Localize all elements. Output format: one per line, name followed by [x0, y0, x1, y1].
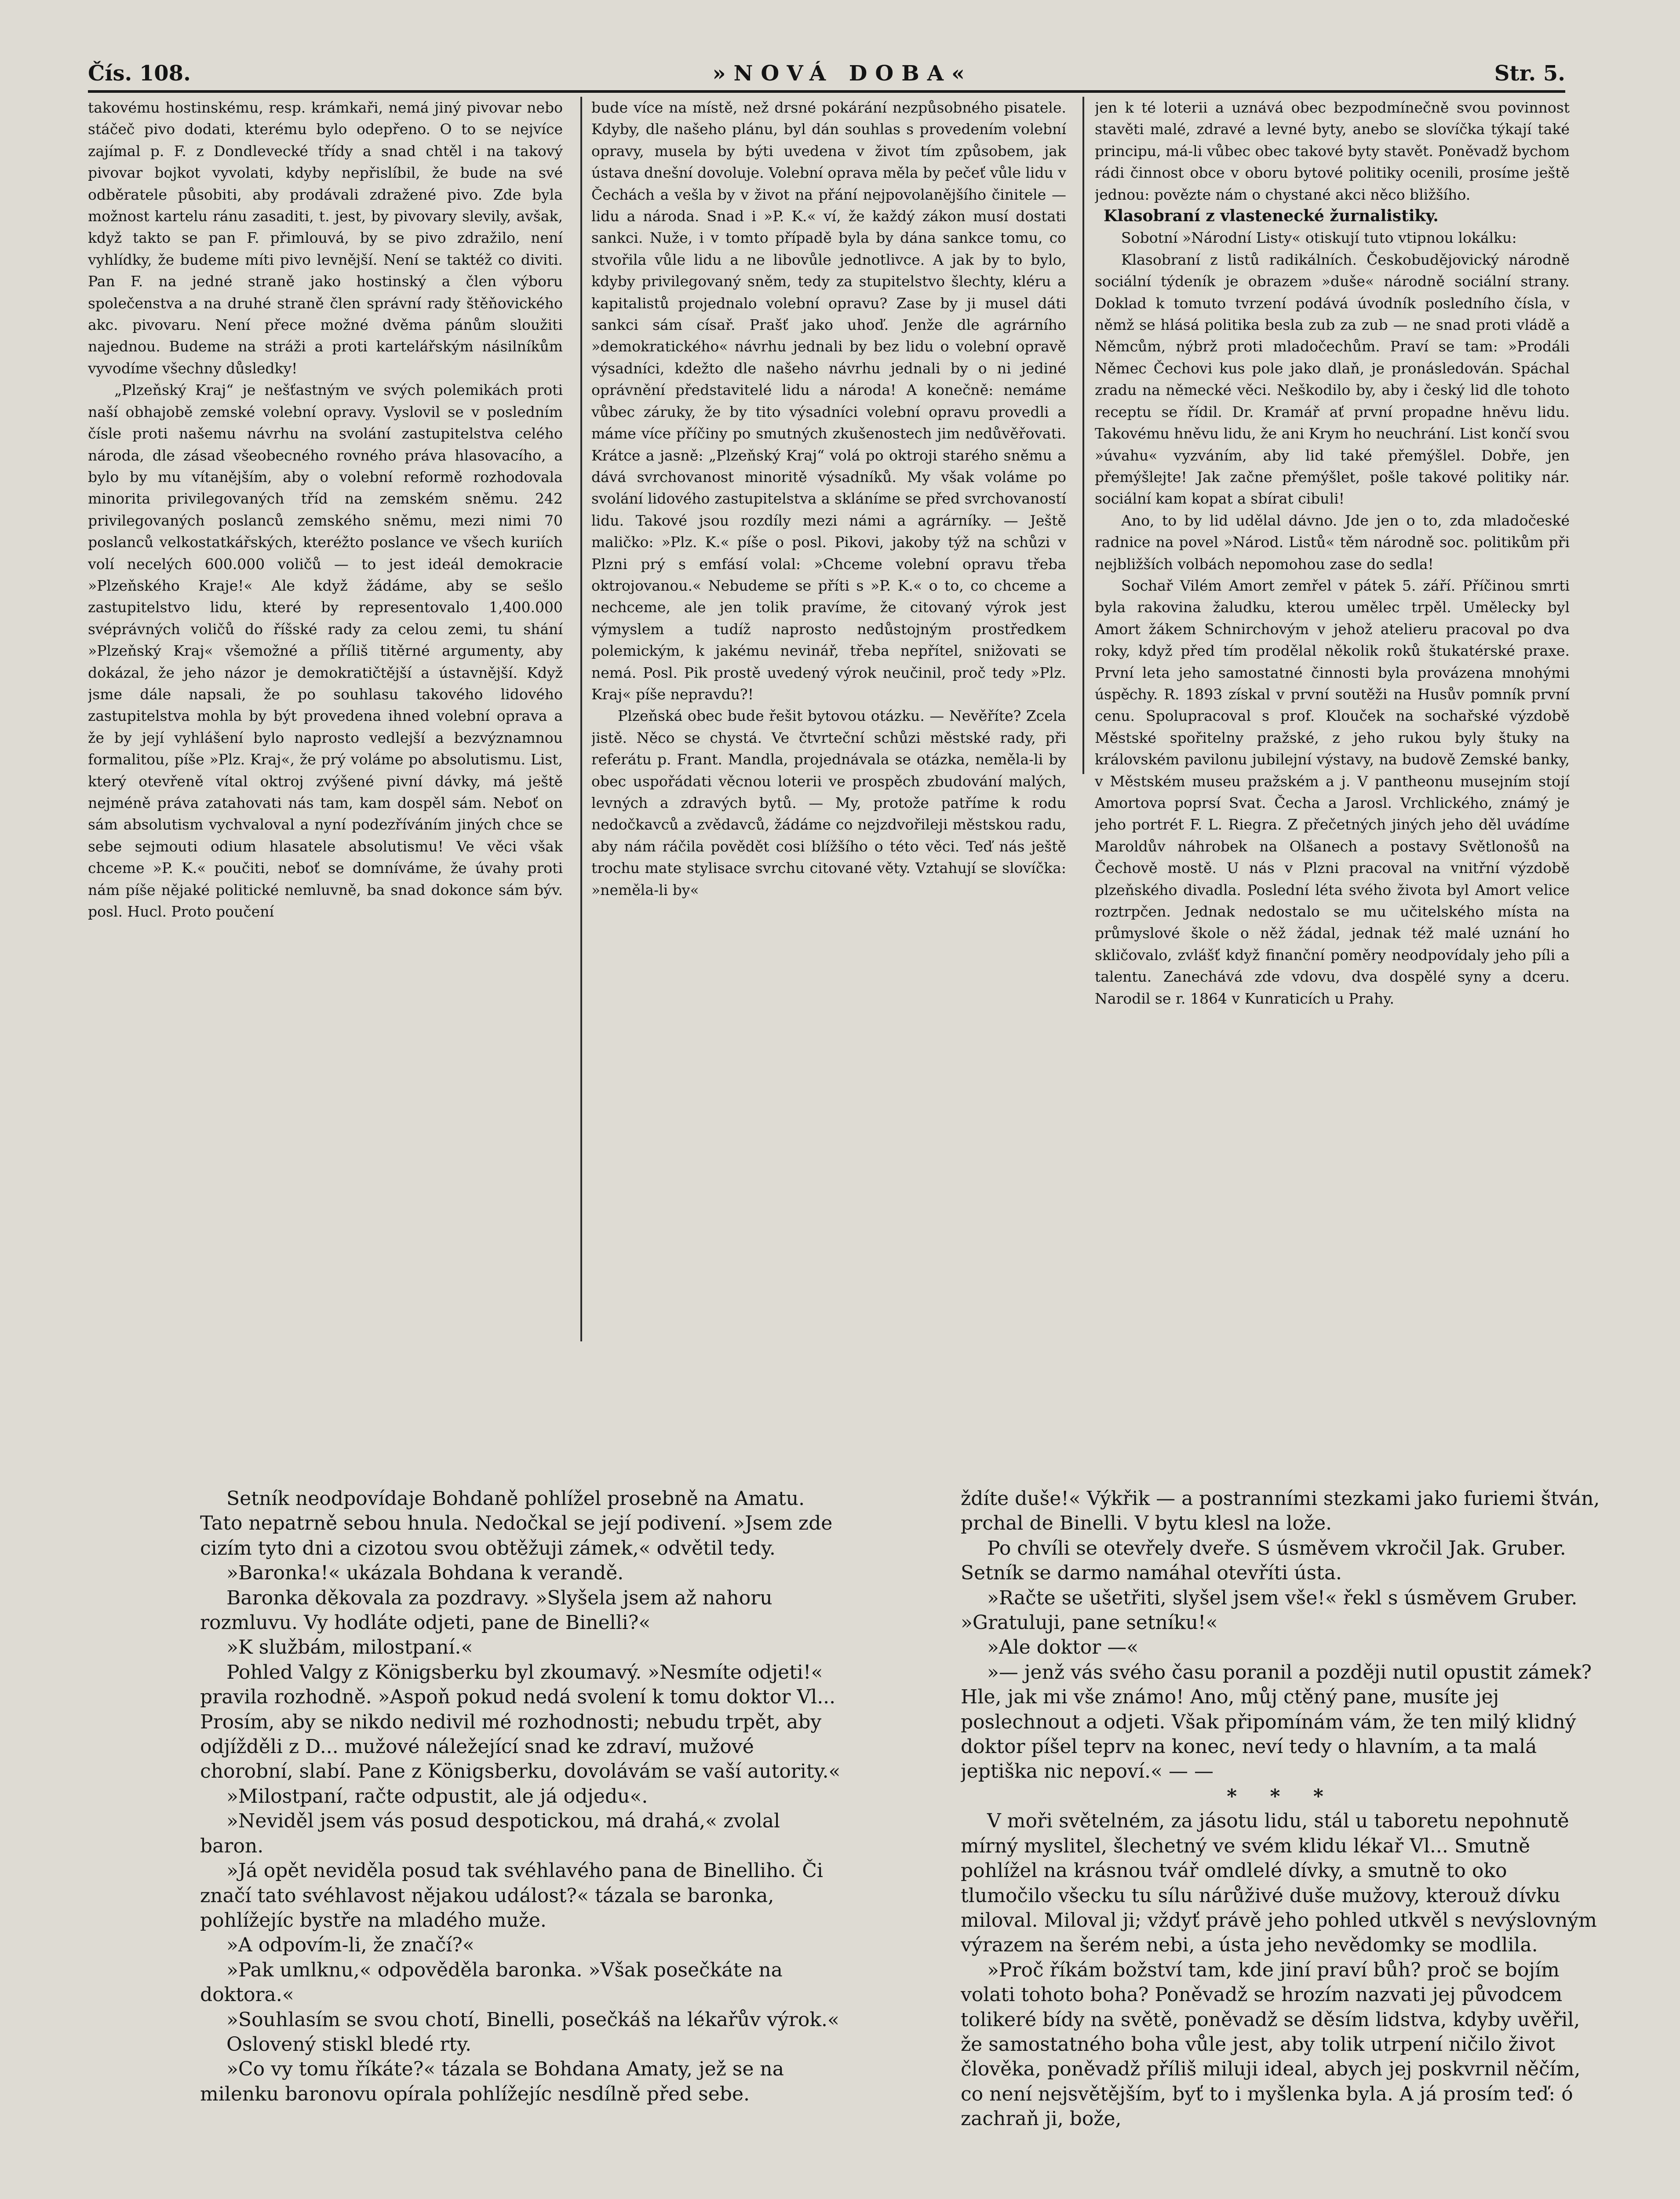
story-paragraph: »Proč říkám božství tam, kde jiní praví bůh? proč se bojím volati tohoto boha? Poněvadž se hrozím nazvati jej původcem tolikeré bídy na světě, poněvadž se děsím lidstva, kdyby uvěřil, že samostatného boha vůle jest, aby tolik utrpení ničilo život člověka, poněvadž příliš miluji ideal, abych jej poskvrnil něčím, co není nejsvětějším, byť to i myšlenka byla. A já prosím teď: ó zachraň ji, bože, — [961, 1958, 1581, 2130]
story-paragraph: »Baronka!« ukázala Bohdana k verandě. — [226, 1562, 624, 1585]
story-paragraph: Setník neodpovídaje Bohdaně pohlížel prosebně na Amatu. Tato nepatrně sebou hnula. Nedočkal se její podivení. »Jsem zde cizím tyto dni a cizotou svou obtěžuji zámek,« odvětil tedy. — [200, 1487, 833, 1560]
serial-story-left — [200, 1487, 842, 2199]
page-label: Str. 5. — [1494, 61, 1565, 86]
section-heading: Klasobraní z vlastenecké žurnalistiky. — [1104, 207, 1439, 226]
story-paragraph: ždíte duše!« Výkřik — a postranními stezkami jako furiemi štván, prchal de Binelli. V bytu klesl na lože. — [961, 1487, 1600, 1535]
story-paragraph: V moři světelném, za jásotu lidu, stál u taboretu nepohnutě mírný myslitel, šlechetný ve svém klidu lékař Vl... Smutně pohlížel na krásnou tvář omdlelé dívky, a smutně to oko tlumočilo všecku tu sílu nárůživé duše mužovy, kterouž dívku miloval. Miloval ji; vždyť právě jeho pohled utkvěl s nevýslovným výrazem na šerém nebi, a ústa jeho nevědomky se modlila. — [961, 1810, 1597, 1957]
article-paragraph: takovému hostinskému, resp. krámkaři, nemá jiný pivovar nebo stáčeč pivo dodati, kterému bylo odepřeno. O to se nejvíce zajímal p. F. z Dondlevecké třídy a snad chtěl i na takový pivovar bojkot vyvolati, kdyby nepřislíbil, že bude na své odběratele působiti, aby prodávali zdražené pivo. Zde byla možnost kartelu ránu zasaditi, t. jest, by pivovary slevily, avšak, když takto se pan F. přimlouvá, by se pivo zdražilo, není vyhlídky, že budeme míti pivo levnější. Není se taktéž co diviti. Pan F. na jedné straně jako hostinský a člen výboru společenstva a na druhé straně člen správní rady štěňovického akc. pivovaru. Není přece možné dvěma pánům sloužiti najednou. Budeme na stráži a proti kartelářským násilníkům vyvodíme všechny důsledky! — [88, 99, 563, 377]
serial-story-right — [961, 1487, 1603, 2199]
story-paragraph: »Co vy tomu říkáte?« tázala se Bohdana Amaty, jež se na milenku baronovu opírala pohlížejíc nesdílně před sebe. — [200, 2058, 784, 2105]
story-paragraph: »Ale doktor —« — [987, 1636, 1139, 1659]
column-divider — [580, 97, 582, 1341]
column-3 — [1095, 97, 1570, 1341]
article-paragraph: Ano, to by lid udělal dávno. Jde jen o to, zda mladočeské radnice na povel »Národ. Listů« těm národně soc. politikům při nejbližších volbách nepomohou zase do sedla! — [1095, 511, 1570, 573]
issue-number: Čís. 108. — [88, 61, 191, 86]
section-break-stars: * * * — [1227, 1785, 1337, 1808]
masthead-title: »NOVÁ DOBA« — [712, 61, 973, 86]
story-paragraph: »— jenž vás svého času poranil a později nutil opustit zámek? Hle, jak mi vše známo! Ano, můj ctěný pane, musíte jej poslechnout a odjeti. Však připomínám vám, že ten milý klidný doktor píšel teprv na konec, neví tedy o hlavním, a ta malá jeptiška nic nepoví.« — — — [961, 1661, 1592, 1783]
newspaper-header — [88, 46, 1565, 93]
story-paragraph: Oslovený stiskl bledé rty. — [226, 2033, 472, 2056]
story-paragraph: Po chvíli se otevřely dveře. S úsměvem vkročil Jak. Gruber. Setník se darmo namáhal otevříti ústa. — [961, 1537, 1566, 1585]
article-paragraph: Sobotní »Národní Listy« otiskují tuto vtipnou lokálku: — [1121, 229, 1517, 247]
article-paragraph: „Plzeňský Kraj“ je nešťastným ve svých polemikách proti naší obhajobě zemské volební opravy. Vyslovil se v posledním čísle proti našemu návrhu na svolání zastupitelstva celého národa, dle zásad všeobecného rovného práva hlasovacího, a bylo by mu vítanějším, aby o volební reformě rozhodovala minorita privilegovaných tříd na zemském sněmu. 242 privilegovaných poslanců zemského sněmu, mezi nimi 70 poslanců velkostatkářských, kteréžto poslance ve všech kuriích volí necelých 600.000 voličů — to jest ideál demokracie »Plzeňského Kraje!« Ale když žádáme, aby se sešlo zastupitelstvo lidu, které by representovalo 1,400.000 svéprávných voličů do říšské rady za celou zemi, tu shání »Plzeňský Kraj« všemožné a příliš titěrné argumenty, aby dokázal, že jeho názor je demokratičtější a ústavnější. Když jsme dále napsali, že po souhlasu takového lidového zastupitelstva mohla by být provedena ihned volební oprava a že by její vyhlášení bylo naprosto vedlejší a bezvýznamnou formalitou, píše »Plz. Kraj«, že prý voláme po absolutismu. List, který otevřeně vítal oktroj zvýšené pivní dávky, má ještě nejméně práva zatahovati nás tam, kam dospěl sám. Neboť on sám absolutism vychvaloval a nyní podezříváním jiných chce se sebe sejmouti odium hlasatele absolutismu! Ve věci však chceme »P. K.« poučiti, neboť se domníváme, že úvahy proti nám píše nějaké politické nemluvně, ba snad dokonce sám býv. posl. Hucl. Proto poučení — [88, 381, 563, 921]
quoted-paragraph: Klasobraní z listů radikálních. Českobudějovický národně sociální týdeník je obrazem »duše« národně sociální strany. Doklad k tomuto tvrzení podává úvodník posledního čísla, v němž se hlásá politika besla zub za zub — ne snad proti vládě a Němcům, nýbrž proti mladočechům. Praví se tam: »Prodáli Němec Čechovi kus pole jako dlaň, je pronásledován. Spáchal zradu na německé věci. Neškodilo by, aby i český lid dle tohoto receptu se řídil. Dr. Kramář ať první propadne hněvu lidu. Takovému hněvu lidu, že ani Krym ho neuchrání. List končí svou »úvahu« vyzváním, aby lid také přemýšlel. Dobře, jen přemýšlejte! Jak začne přemýšlet, pošle takové politiky nár. sociální kam kopat a sbírat cibuli! — [1095, 251, 1570, 508]
article-paragraph: Plzeňská obec bude řešit bytovou otázku. — Nevěříte? Zcela jistě. Něco se chystá. Ve čtvrteční schůzi městské rady, při referátu p. Frant. Mandla, projednávala se otázka, neměla-li by obec uspořádati věcnou loterii ve prospěch zbudování malých, levných a zdravých bytů. — My, protože patříme k rodu nedočkavců a zvědavců, žádáme co nejzdvořileji městskou radu, aby nám ráčila povědět cosi blížšího o této věci. Teď nás ještě trochu mate stylisace svrchu citované věty. Vztahují se slovíčka: »neměla-li by« — [591, 707, 1066, 899]
story-paragraph: Pohled Valgy z Königsberku byl zkoumavý. »Nesmíte odjeti!« pravila rozhodně. »Aspoň pokud nedá svolení k tomu doktor Vl... Prosím, aby se nikdo nedivil mé rozhodnosti; nebudu trpět, aby odjížděli z D... mužové náležející snad ke zdraví, mužové chorobní, slabí. Pane z Königsberku, dovolávám se vaší autority.« — [200, 1661, 841, 1783]
story-paragraph: »Já opět neviděla posud tak svéhlavého pana de Binelliho. Či značí tato svéhlavost nějakou událost?« tázala se baronka, pohlížejíc bystře na mladého muže. — [200, 1859, 823, 1932]
article-paragraph: bude více na místě, než drsné pokárání nezpůsobného pisatele. Kdyby, dle našeho plánu, byl dán souhlas s provedením volební opravy, musela by býti uvedena v život tím způsobem, jak ústava dnešní dovoluje. Volební oprava měla by pečeť vůle lidu v Čechách a vešla by v život na přání nejpovolanějšího činitele — lidu a národa. Snad i »P. K.« ví, že každý zákon musí dostati sankci. Nuže, i v tomto případě byla by dána sankce tomu, co stvořila vůle lidu a ne libovůle jednotlivce. A jak by to bylo, kdyby privilegovaný sněm, tedy za stupitelstvo šlechty, kléru a kapitalistů projednalo volební opravu? Zase by ji musel dáti sankci sám císař. Prašť jako uhoď. Jenže dle agrárního »demokratického« návrhu jednali by bez lidu o volební opravě výsadníci, kdežto dle našeho návrhu jednali by o ni jediné oprávnění představitelé lidu a národa! A konečně: nemáme vůbec záruky, že by tito výsadníci volební opravu provedli a máme více příčiny po smutných zkušenostech jim nedůvěřovati. Krátce a jasně: „Plzeňský Kraj“ volá po oktroji starého sněmu a dává svrchovanost minoritě výsadníků. My však voláme po svolání lidového zastupitelstva a skláníme se před svrchovaností lidu. Takové jsou rozdíly mezi námi a agrárníky. — Ještě maličko: »Plz. K.« píše o posl. Pikovi, jakoby týž na schůzi v Plzni prý s emfásí volal: »Chceme volební opravu třeba oktrojovanou.« Nebudeme se příti s »P. K.« o to, co chceme a nechceme, ale jen tolik pravíme, že citovaný výrok jest výmyslem a tudíž naprosto nedůstojným prostředkem polemickým, k jakému nevinář, třeba nepřítel, snižovati se nemá. Posl. Pik prostě uvedený výrok neučinil, proč tedy »Plz. Kraj« píše nepravdu?! — [591, 99, 1066, 703]
column-2 — [591, 97, 1066, 1341]
story-paragraph: »Pak umlknu,« odpověděla baronka. »Však posečkáte na doktora.« — [200, 1958, 783, 2006]
obituary-paragraph: Sochař Vilém Amort zemřel v pátek 5. září. Příčinou smrti byla rakovina žaludku, kterou umělec trpěl. Umělecky byl Amort žákem Schnirchovým v jehož atelieru pracoval po dva roky, když před tím prodělal několik roků štukatérské praxe. První leta jeho samostatné činnosti byla provázena mnohými úspěchy. R. 1893 získal v první soutěži na Husův pomník první cenu. Spolupracoval s prof. Klouček na sochařské výzdobě Městské spořitelny pražské, z jeho rukou byly štuky na královském pavilonu jubilejní výstavy, na budově Zemské banky, v Městském museu pražském a j. V pantheonu musejním stojí Amortova poprsí Svat. Čecha a Jarosl. Vrchlického, známý je jeho portrét F. L. Riegra. Z přečetných jiných jeho děl uvádíme Maroldův náhrobek na Olšanech a postavy Světlonošů na Čechově mostě. U nás v Plzni pracoval na vnitřní výzdobě plzeňského divadla. Poslední léta svého života byl Amort velice roztrpčen. Jednak nedostalo se mu učitelského místa na průmyslové škole o něž žádal, jednak též malé uznání ho skličovalo, zvlášť když finanční poměry neodpovídaly jeho píli a talentu. Zanechává zde vdovu, dva dospělé syny a dceru. Narodil se r. 1864 v Kunraticích u Prahy. — [1095, 577, 1570, 1007]
story-paragraph: »Neviděl jsem vás posud despotickou, má drahá,« zvolal baron. — [200, 1810, 780, 1857]
article-paragraph: jen k té loterii a uznává obec bezpodmínečně svou povinnost stavěti malé, zdravé a levné byty, anebo se slovíčka týkají také principu, má-li vůbec obec takové byty stavět. Poněvadž bychom rádi činnost obce v oboru bytové politiky ocenili, prosíme ještě jednou: povězte nám o chystané akci něco bližšího. — [1095, 99, 1570, 203]
story-paragraph: »Milostpaní, račte odpustit, ale já odjedu«. — [226, 1785, 648, 1808]
story-paragraph: »A odpovím-li, že značí?« — [226, 1934, 474, 1957]
story-paragraph: »Souhlasím se svou chotí, Binelli, posečkáš na lékařův výrok.« — [226, 2008, 839, 2031]
news-columns — [88, 97, 1574, 1341]
story-paragraph: Baronka děkovala za pozdravy. »Slyšela jsem až nahoru rozmluvu. Vy hodláte odjeti, pane de Binelli?« — [200, 1586, 773, 1634]
column-divider — [1082, 97, 1084, 774]
column-1 — [88, 97, 563, 1341]
story-paragraph: »K službám, milostpaní.« — [226, 1636, 473, 1659]
story-paragraph: »Račte se ušetřiti, slyšel jsem vše!« řekl s úsměvem Gruber. »Gratuluji, pane setníku!« — [961, 1586, 1578, 1634]
